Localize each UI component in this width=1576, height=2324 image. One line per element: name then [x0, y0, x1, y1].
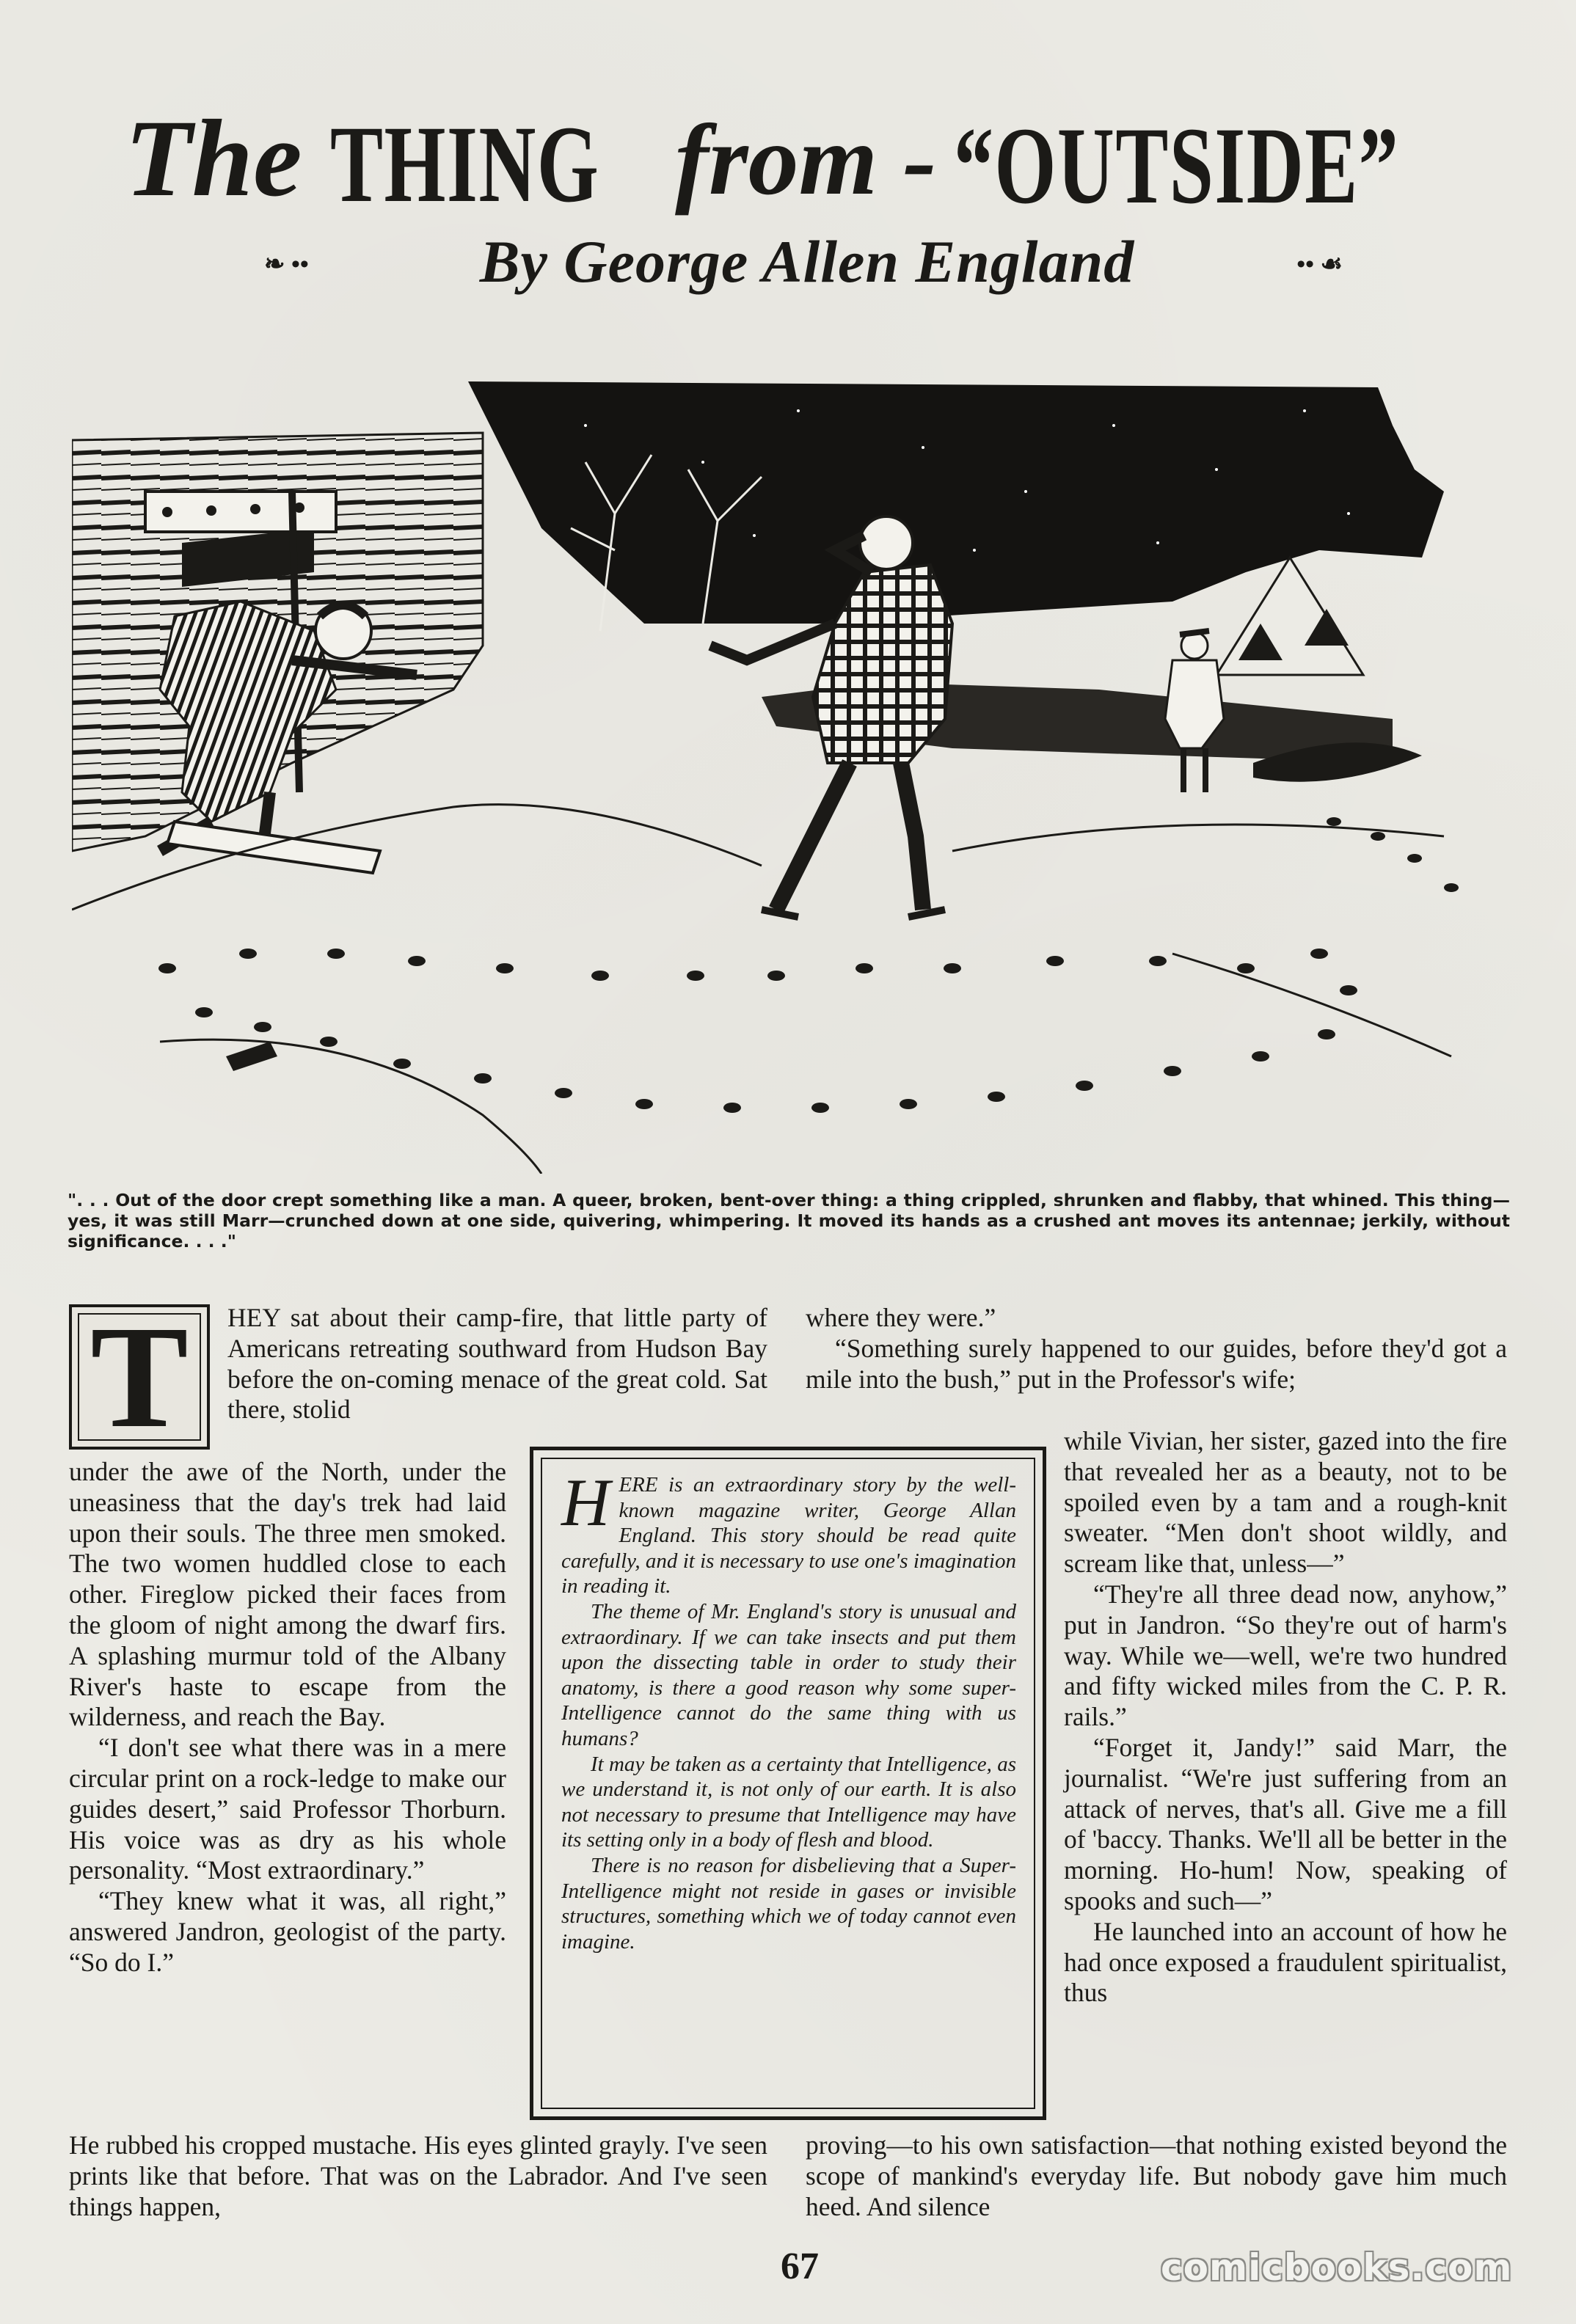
note-text: ERE is an extraordinary story by the well-known magazine writer, George Allan England. This story should be read quite carefully, and it is necessary to use one's imagination in reading it.: [561, 1473, 1016, 1598]
paragraph: while Vivian, her sister, gazed into the fire that revealed her as a beauty, not to be spoiled even by a tam and a rough-knit sweater. “Men don't shoot wildly, and scream like that, unless—”: [1064, 1426, 1507, 1579]
right-ornament: •• ☙: [1296, 251, 1343, 278]
title-word-the: The: [125, 98, 302, 219]
title-word-thing: THING: [330, 103, 600, 225]
stick: [226, 1042, 277, 1071]
paragraph: proving—to his own satisfaction—that nothing existed beyond the scope of mankind's everyday life. But nobody gave him much heed. And silence: [806, 2130, 1507, 2221]
paragraph: “Forget it, Jandy!” said Marr, the journalist. “We're just suffering from an attack of nerves, that's all. Give me a fill of 'baccy. Thanks. We'll all be better in the morning. Ho-hum! Now, speaking of spooks and such—”: [1064, 1732, 1507, 1915]
column-1-left: [69, 1457, 506, 1978]
paragraph: There is no reason for disbelieving that a Super-Intelligence might not reside in gases or invisible structures, something which we of today cannot even imagine.: [561, 1853, 1016, 1954]
editor-note: [561, 1465, 1016, 1954]
column-3-right: [1064, 1426, 1507, 2009]
note-drop-cap: H: [561, 1465, 610, 1540]
author-byline: By George Allen England: [479, 228, 1135, 295]
paragraph: [561, 1465, 1016, 1599]
column-3-top: [806, 1303, 1507, 1395]
paragraph: The theme of Mr. England's story is unusual and extraordinary. If we can take insects and put them upon the dissecting table in order to study their anatomy, is there a good reason why some super-Intelligence cannot do the same thing with us humans?: [561, 1599, 1016, 1750]
illustration-caption: ". . . Out of the door crept something like a man. A queer, broken, bent-over thing: a thing crippled, shrunken and flabby, that whined. This thing—yes, it was still Marr—crunched down at one side, quivering, whimpering. It moved its hands as a crushed ant moves its antennae; jerkily, without significance. . . .": [68, 1190, 1510, 1251]
paragraph: where they were.”: [806, 1303, 996, 1332]
decorative-drop-cap: [69, 1304, 210, 1450]
editor-note-box: [530, 1447, 1046, 2120]
title-word-from: from -: [675, 103, 937, 216]
watermark: comicbooks.com: [1161, 2246, 1513, 2289]
story-title: [110, 88, 1475, 235]
title-word-outside: “OUTSIDE”: [954, 105, 1400, 227]
left-ornament: ❧ ••: [264, 251, 309, 278]
paragraph: under the awe of the North, under the uneasiness that the day's trek had laid upon their souls. The three men smoked. The two women huddled close to each other. Fireglow picked their faces from the gloom of night among the dwarf firs. A splashing murmur told of the Albany River's haste to escape from the wilderness, and reach the Bay.: [69, 1457, 506, 1732]
byline: [264, 227, 1343, 301]
paragraph: He launched into an account of how he had once exposed a fraudulent spiritualist, thus: [1064, 1916, 1507, 2008]
paragraph: “I don't see what there was in a mere circular print on a rock-ledge to make our guides desert,” said Professor Thorburn. His voice was as dry as his whole personality. “Most extraordinary.”: [69, 1733, 506, 1885]
foreground-line: [160, 954, 1451, 1174]
woman-figure: [1165, 631, 1224, 792]
column-1-bottom: [69, 2130, 767, 2222]
column-3-bottom: [806, 2130, 1507, 2222]
paragraph: “Something surely happened to our guides, before they'd got a mile into the bush,” put in the Professor's wife;: [806, 1333, 1507, 1394]
drop-cap-letter: T: [90, 1313, 189, 1441]
paragraph: It may be taken as a certainty that Intelligence, as we understand it, is not only of our earth. It is also not necessary to presume that Intelligence may have its setting only in a body of flesh and blood.: [561, 1752, 1016, 1852]
paragraph: “They knew what it was, all right,” answered Jandron, geologist of the party. “So do I.”: [69, 1886, 506, 1977]
column-1-top: [227, 1303, 767, 1425]
story-illustration: [72, 381, 1510, 1174]
paragraph: He rubbed his cropped mustache. His eyes glinted grayly. I've seen prints like that before. That was on the Labrador. And I've seen things happen,: [69, 2130, 767, 2221]
page-number: 67: [781, 2246, 819, 2287]
paragraph: HEY sat about their camp-fire, that little party of Americans retreating southward from Hudson Bay before the on-coming menace of the great cold. Sat there, stolid: [227, 1303, 767, 1425]
paragraph: “They're all three dead now, anyhow,” put in Jandron. “So they're out of harm's way. While we—well, we're two hundred and fifty wicked miles from the C. P. R. rails.”: [1064, 1579, 1507, 1732]
